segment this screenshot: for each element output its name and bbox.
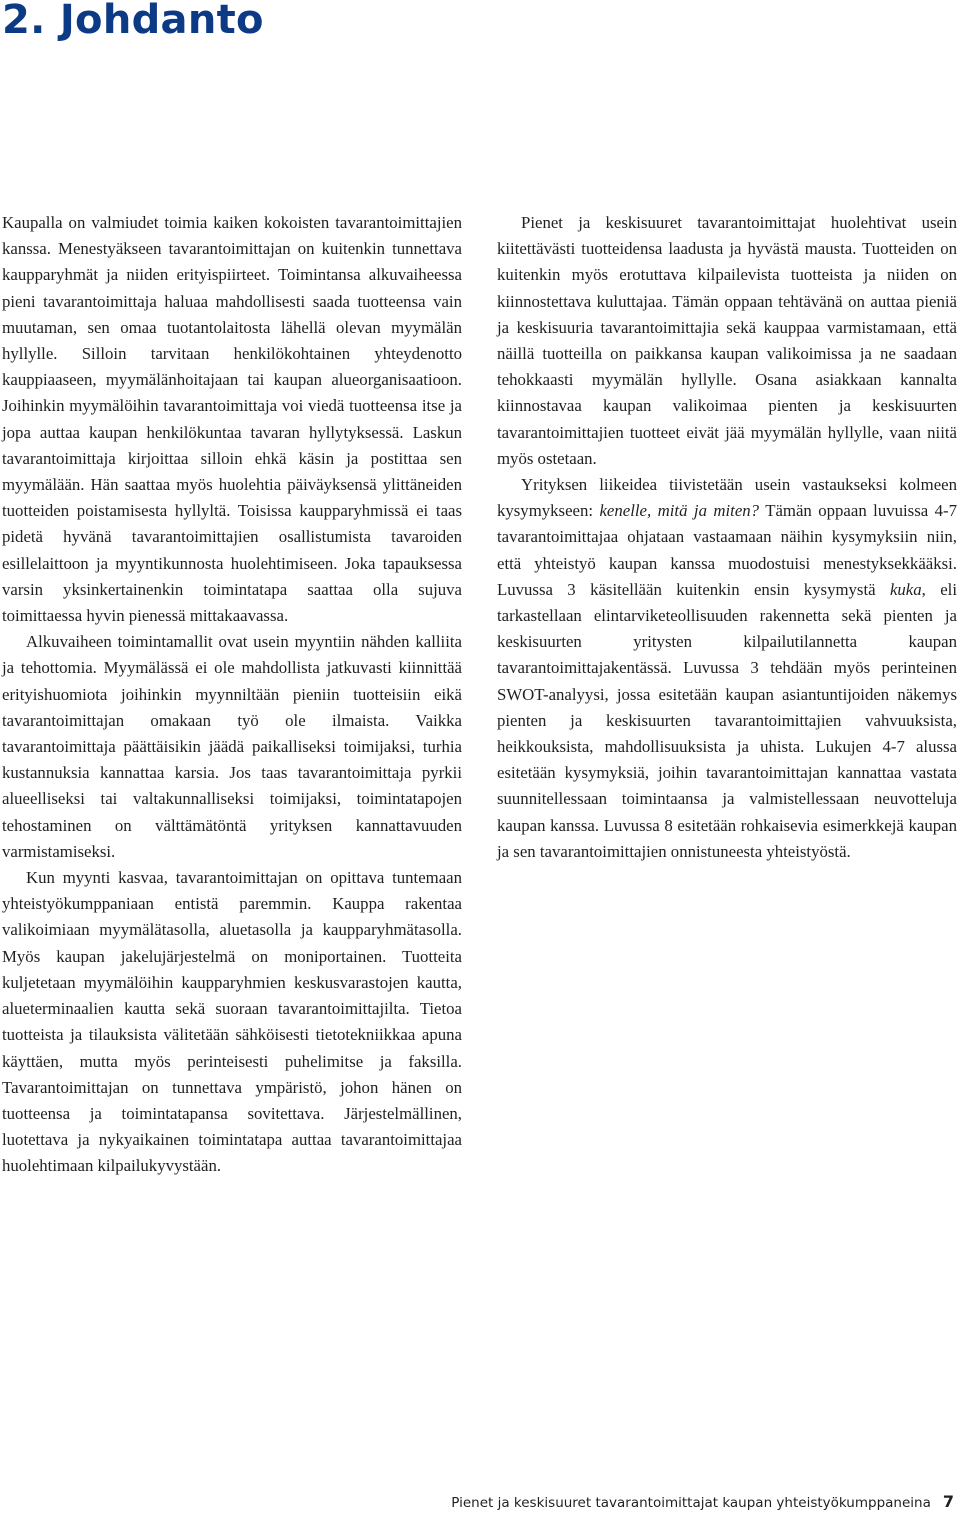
paragraph: Kun myynti kasvaa, tavarantoimittajan on opittava tuntemaan yhteistyökumppaniaan entistä paremmin. Kauppa rakentaa valikoimiaan myymälätasolla, aluetasolla ja kaupparyhmätasolla. Myös kaupan jakelujärjestelmä on moniportainen. Tuotteita kuljetetaan myymälöihin kaupparyhmien keskusvarastojen kautta, alueterminaalien kautta sekä suoraan tavarantoimittajilta. Tietoa tuotteista ja tilauksista välitetään sähköisesti tietotekniikkaa apuna käyttäen, mutta myös perinteisesti puhelimitse ja faksilla. Tavarantoimittajan on tunnettava ympäristö, johon hänen on tuotteensa ja toimintatapansa sovitettava. Järjestelmällinen, luotettava ja nykyaikainen toimintatapa auttaa tavarantoimittajaa huolehtimaan kilpailukyvystään. <box>2 868 462 1176</box>
paragraph: Kaupalla on valmiudet toimia kaiken kokoisten tavarantoimittajien kanssa. Menestyäkseen tavarantoimittajan on kuitenkin tunnettava kaupparyhmät ja niiden erityispiirteet. Toimintansa alkuvaiheessa pieni tavarantoimittaja haluaa mahdollisesti saada tuotteensa vain muutaman, sen omaa tuotantolaitosta lähellä olevan myymälän hyllylle. Silloin tarvitaan henkilökohtainen yhteydenotto kauppiaaseen, myymälänhoitajaan tai kaupan alueorganisaatioon. Joihinkin myymälöihin tavarantoimittaja voi viedä tuotteensa itse ja jopa auttaa kaupan henkilökuntaa tavaran hyllytyksessä. Laskun tavarantoimittaja kirjoittaa silloin ehkä käsin ja postittaa sen myymälään. Hän saattaa myös huolehtia päiväyksensä ylittäneiden tuotteiden poistamisesta hyllyltä. Toisissa kaupparyhmissä ei taas pidetä hyvänä tavarantoimittajien osallistumista tavaroiden esillelaittoon ja myyntikunnosta huolehtimiseen. Joka tapauksessa varsin yksinkertainenkin toimintatapa saattaa olla sujuva toimittaessa hyvin pienessä mittakaavassa. <box>2 213 462 626</box>
running-title: Pienet ja keskisuuret tavarantoimittajat kaupan yhteistyökumppaneina <box>451 1495 931 1511</box>
right-text-column <box>497 210 957 865</box>
emphasis-text: kuka <box>889 579 922 599</box>
page-footer <box>0 1491 954 1513</box>
chapter-title: 2. Johdanto <box>2 0 264 43</box>
page-number: 7 <box>942 1492 954 1511</box>
paragraph-text: , eli tarkastellaan elintarviketeollisuuden rakennetta sekä pienten ja keskisuurten yritysten kilpailutilannetta kaupan tavarantoimittajakentässä. Luvussa 3 tehdään myös perinteinen SWOT-analyysi, jossa esitetään kaupan asiantuntijoiden näkemys pienten ja keskisuurten tavarantoimittajien vahvuuksista, heikkouksista, mahdollisuuksista ja uhista. Lukujen 4-7 alussa esitetään kysymyksiä, joihin tavarantoimittajan kannattaa vastata suunnitellessaan toimintaansa ja valmistellessaan neuvotteluja kaupan kanssa. Luvussa 8 esitetään rohkaisevia esimerkkejä kaupan ja sen tavarantoimittajien onnistuneesta yhteistyöstä. <box>497 579 957 861</box>
paragraph-text: Tämän oppaan luvuissa 4-7 tavarantoimittajaa ohjataan vastaamaan näihin kysymyksiin niin, että yhteistyö kaupan kanssa muodostuisi menestyksekkääksi. Luvussa 3 käsitellään kuitenkin ensin kysymystä <box>497 501 957 599</box>
paragraph-text: Yrityksen liikeidea tiivistetään usein vastaukseksi kolmeen kysymykseen: <box>497 475 957 521</box>
emphasis-text: kenelle, mitä ja miten? <box>599 501 760 521</box>
paragraph: Pienet ja keskisuuret tavarantoimittajat huolehtivat usein kiitettävästi tuotteidensa laadusta ja hyvästä mausta. Tuotteiden on kuitenkin myös erotuttava kilpailevista tuotteista ja niiden on kiinnostettava kuluttajaa. Tämän oppaan tehtävänä on auttaa pieniä ja keskisuuria tavarantoimittajia sekä kauppaa varmistamaan, että näillä tuotteilla on paikkansa kaupan valikoimissa ja ne saadaan tehokkaasti myymälän hyllylle. Osana asiakkaan kannalta kiinnostavaa kaupan valikoimaa pienten ja keskisuurten tavarantoimittajien tuotteet eivät jää myymälän hyllylle, vaan niitä myös ostetaan. <box>497 213 957 468</box>
paragraph <box>497 472 957 865</box>
paragraph: Alkuvaiheen toimintamallit ovat usein myyntiin nähden kalliita ja tehottomia. Myymälässä ei ole mahdollista jatkuvasti kiinnittää erityishuomiota joihinkin myynniltään pieniin tuotteisiin eikä tavarantoimittajan omakaan työ ole ilmaista. Vaikka tavarantoimittaja päättäisikin jäädä paikalliseksi toimijaksi, turhia kustannuksia kannattaa karsia. Jos taas tavarantoimittaja pyrkii alueelliseksi tai valtakunnalliseksi toimijaksi, toimintatapojen tehostaminen on välttämätöntä yrityksen kannattavuuden varmistamiseksi. <box>2 632 462 861</box>
left-text-column <box>2 210 462 1180</box>
